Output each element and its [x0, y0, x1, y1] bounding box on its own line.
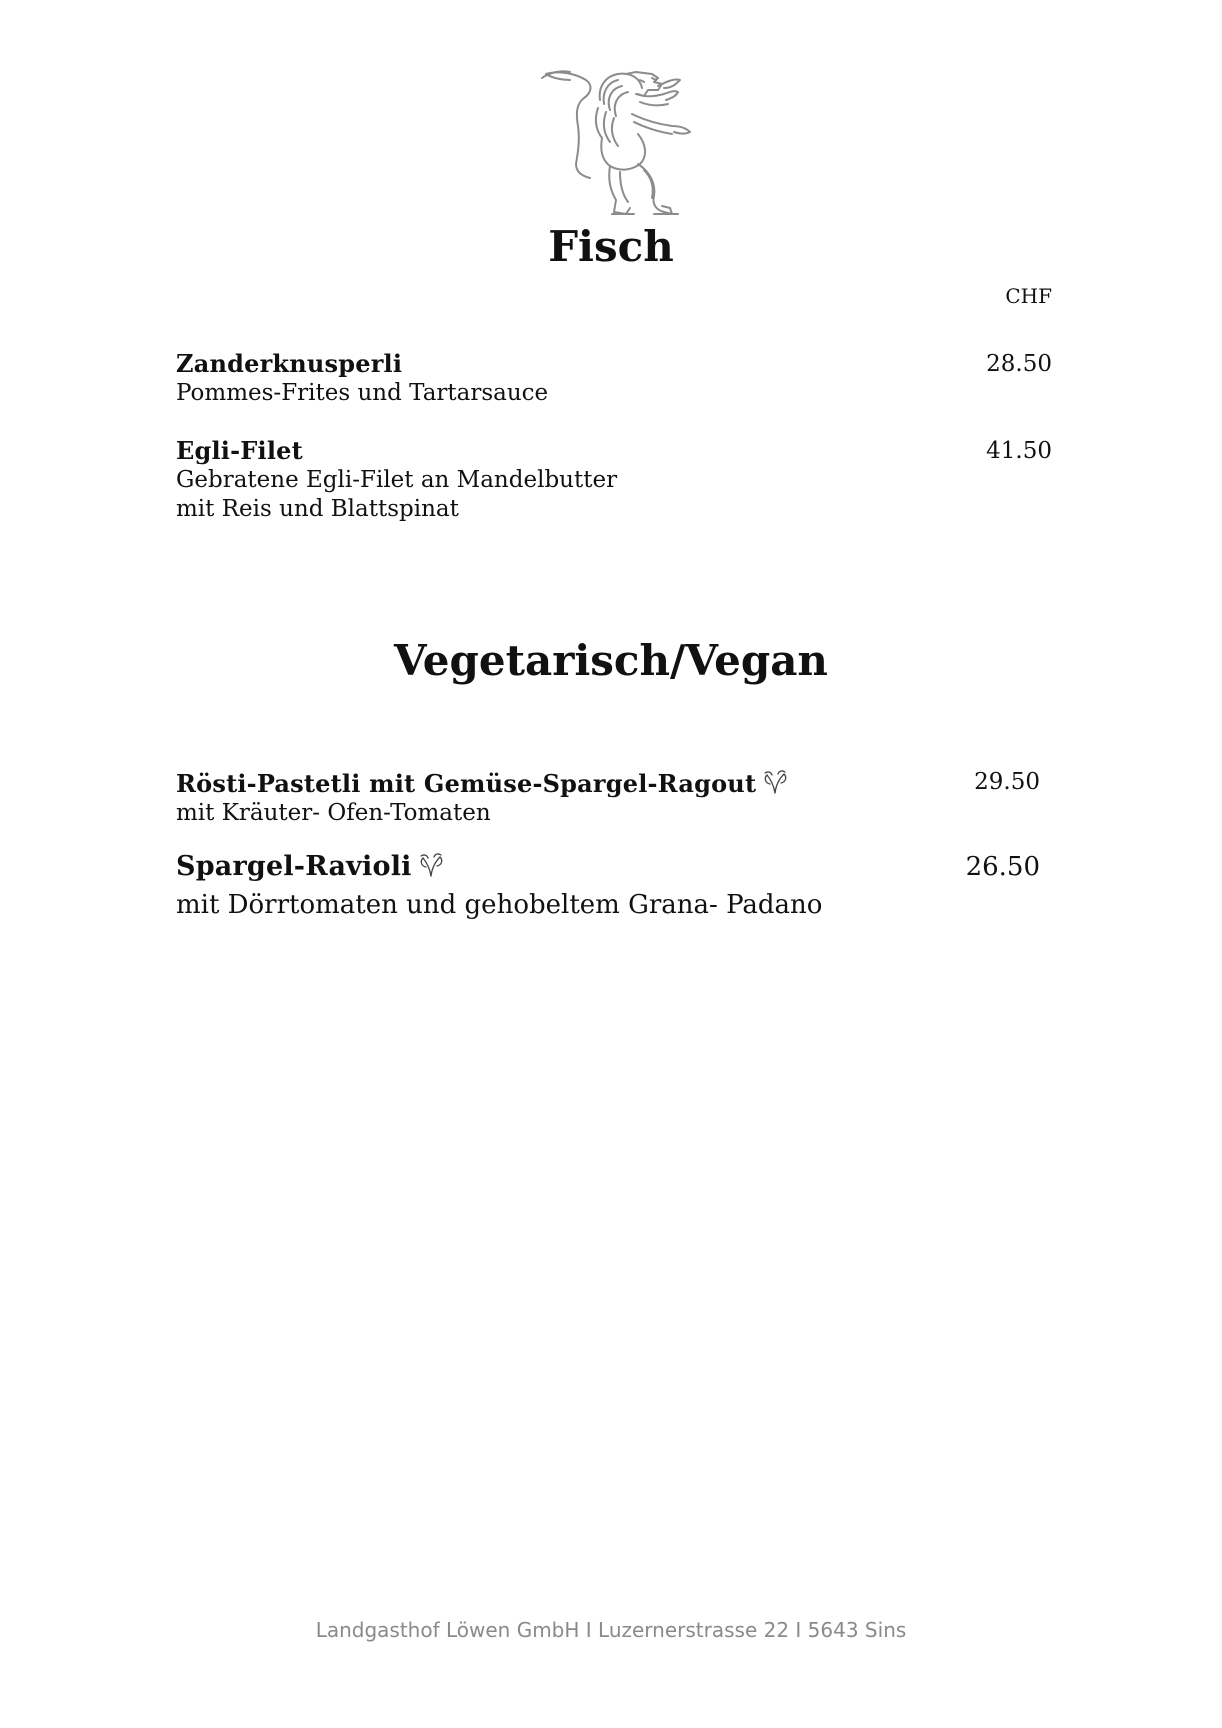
item-name-row — [176, 767, 1056, 799]
item-name: Spargel-Ravioli — [176, 851, 412, 882]
section-title-vegetarisch-vegan: Vegetarisch/Vegan — [394, 636, 828, 685]
item-description: mit Kräuter- Ofen-Tomaten — [176, 800, 491, 826]
item-price: 29.50 — [974, 769, 1040, 795]
item-name: Egli-Filet — [176, 436, 303, 465]
item-description: mit Reis und Blattspinat — [176, 496, 459, 522]
item-price: 26.50 — [965, 852, 1040, 882]
vegan-leaf-icon — [416, 850, 446, 880]
item-price: 41.50 — [986, 438, 1052, 464]
item-description: Gebratene Egli-Filet an Mandelbutter — [176, 467, 618, 493]
menu-item-spargel-ravioli — [176, 850, 1056, 922]
item-description: Pommes-Frites und Tartarsauce — [176, 380, 549, 406]
item-name: Zanderknusperli — [176, 349, 403, 378]
vegan-leaf-icon — [760, 767, 790, 797]
menu-item-roesti-pastetli — [176, 767, 1056, 828]
item-name-row — [176, 850, 1056, 884]
menu-item-zanderknusperli — [176, 349, 1056, 408]
item-price: 28.50 — [986, 351, 1052, 377]
section-title-fisch: Fisch — [548, 222, 674, 271]
item-description: mit Dörrtomaten und gehobeltem Grana- Padano — [176, 890, 823, 920]
footer-address: Landgasthof Löwen GmbH I Luzernerstrasse 22 I 5643 Sins — [315, 1618, 907, 1642]
menu-item-egli-filet — [176, 436, 1056, 524]
lion-rampant-icon — [540, 68, 720, 220]
item-name: Rösti-Pastetli mit Gemüse-Spargel-Ragout — [176, 769, 757, 798]
currency-label: CHF — [1005, 284, 1052, 308]
